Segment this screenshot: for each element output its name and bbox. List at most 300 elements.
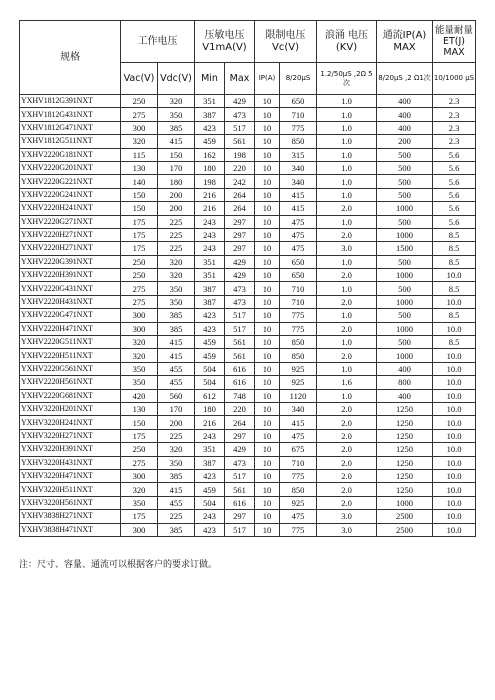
header-surge-current — [377, 21, 433, 63]
cell-surge-kv: 1.0 — [317, 148, 377, 161]
cell-energy: 10.0 — [433, 443, 476, 456]
cell-vdc: 385 — [158, 469, 195, 482]
header-surge-voltage — [317, 21, 377, 63]
cell-model: YXHV2220G241NXT — [20, 188, 121, 201]
header-energy: 能量耐量ET(J) MAX — [433, 21, 476, 63]
cell-vmin: 423 — [195, 121, 225, 134]
cell-vac: 175 — [121, 228, 158, 241]
cell-vmin: 243 — [195, 510, 225, 523]
cell-surge-kv: 2.0 — [317, 429, 377, 442]
cell-vmin: 387 — [195, 282, 225, 295]
cell-ip: 10 — [255, 496, 280, 509]
cell-ip: 10 — [255, 389, 280, 402]
cell-vmax: 198 — [225, 148, 255, 161]
cell-vmin: 243 — [195, 242, 225, 255]
cell-surge-kv: 2.0 — [317, 269, 377, 282]
cell-energy: 5.6 — [433, 215, 476, 228]
table-row — [20, 336, 476, 349]
cell-ip-max: 500 — [377, 148, 433, 161]
cell-vmin: 423 — [195, 309, 225, 322]
cell-vmax: 616 — [225, 362, 255, 375]
table-row — [20, 148, 476, 161]
cell-vc: 850 — [280, 349, 317, 362]
cell-surge-kv: 2.0 — [317, 349, 377, 362]
cell-surge-kv: 1.0 — [317, 188, 377, 201]
cell-vc: 475 — [280, 429, 317, 442]
cell-vmax: 429 — [225, 269, 255, 282]
cell-model: YXHV2220G201NXT — [20, 161, 121, 174]
cell-energy: 10.0 — [433, 416, 476, 429]
cell-vdc: 200 — [158, 416, 195, 429]
cell-ip-max: 1000 — [377, 228, 433, 241]
cell-vmax: 429 — [225, 255, 255, 268]
header-energy-wave: 10/1000 μS — [433, 63, 476, 95]
cell-vmin: 423 — [195, 469, 225, 482]
cell-vdc: 350 — [158, 108, 195, 121]
cell-vdc: 455 — [158, 362, 195, 375]
table-row — [20, 121, 476, 134]
cell-ip: 10 — [255, 215, 280, 228]
cell-vdc: 350 — [158, 295, 195, 308]
table-row — [20, 443, 476, 456]
cell-vdc: 560 — [158, 389, 195, 402]
cell-model: YXHV1812G511NXT — [20, 135, 121, 148]
table-row — [20, 402, 476, 415]
cell-model: YXHV2220H271NXT — [20, 228, 121, 241]
cell-energy: 8.5 — [433, 242, 476, 255]
cell-vc: 340 — [280, 161, 317, 174]
cell-model: YXHV2220G271NXT — [20, 215, 121, 228]
cell-model: YXHV2220G221NXT — [20, 175, 121, 188]
cell-vc: 1120 — [280, 389, 317, 402]
cell-ip-max: 1250 — [377, 416, 433, 429]
table-row — [20, 309, 476, 322]
cell-vmin: 387 — [195, 295, 225, 308]
cell-vac: 320 — [121, 349, 158, 362]
cell-surge-kv: 1.0 — [317, 309, 377, 322]
cell-vmin: 351 — [195, 443, 225, 456]
cell-ip: 10 — [255, 456, 280, 469]
cell-model: YXHV3220H271NXT — [20, 429, 121, 442]
header-surge-wave: 1.2/50μS ,2Ω 5次 — [317, 63, 377, 95]
cell-vac: 250 — [121, 95, 158, 108]
cell-ip: 10 — [255, 309, 280, 322]
cell-ip: 10 — [255, 349, 280, 362]
cell-ip: 10 — [255, 175, 280, 188]
cell-ip-max: 1000 — [377, 349, 433, 362]
cell-model: YXHV3838H471NXT — [20, 523, 121, 536]
cell-ip-max: 1250 — [377, 429, 433, 442]
cell-vac: 300 — [121, 469, 158, 482]
cell-vac: 300 — [121, 322, 158, 335]
cell-vdc: 180 — [158, 175, 195, 188]
cell-vmax: 429 — [225, 95, 255, 108]
cell-surge-kv: 2.0 — [317, 295, 377, 308]
cell-ip-max: 1000 — [377, 269, 433, 282]
cell-energy: 2.3 — [433, 95, 476, 108]
cell-vac: 175 — [121, 215, 158, 228]
cell-surge-kv: 1.0 — [317, 282, 377, 295]
cell-surge-kv: 3.0 — [317, 242, 377, 255]
cell-vmax: 561 — [225, 349, 255, 362]
table-row — [20, 295, 476, 308]
cell-vac: 350 — [121, 362, 158, 375]
cell-surge-kv: 3.0 — [317, 510, 377, 523]
cell-surge-kv: 1.0 — [317, 362, 377, 375]
header-min: Min — [195, 63, 225, 95]
cell-model: YXHV2220H471NXT — [20, 322, 121, 335]
cell-vc: 925 — [280, 376, 317, 389]
table-row — [20, 108, 476, 121]
cell-vc: 475 — [280, 215, 317, 228]
cell-vdc: 455 — [158, 376, 195, 389]
cell-energy: 5.6 — [433, 202, 476, 215]
table-row — [20, 483, 476, 496]
cell-ip: 10 — [255, 269, 280, 282]
cell-ip: 10 — [255, 108, 280, 121]
cell-vc: 415 — [280, 416, 317, 429]
cell-ip: 10 — [255, 336, 280, 349]
cell-vac: 350 — [121, 376, 158, 389]
cell-vac: 250 — [121, 255, 158, 268]
cell-vmin: 423 — [195, 322, 225, 335]
cell-vmax: 561 — [225, 483, 255, 496]
cell-vmin: 180 — [195, 161, 225, 174]
cell-ip: 10 — [255, 135, 280, 148]
cell-vac: 175 — [121, 242, 158, 255]
cell-ip: 10 — [255, 322, 280, 335]
cell-energy: 8.5 — [433, 282, 476, 295]
cell-ip-max: 1000 — [377, 202, 433, 215]
cell-energy: 8.5 — [433, 309, 476, 322]
table-row — [20, 188, 476, 201]
cell-ip: 10 — [255, 483, 280, 496]
cell-surge-kv: 2.0 — [317, 469, 377, 482]
header-varistor-voltage-main: 压敏电压 — [204, 29, 245, 41]
cell-vc: 775 — [280, 469, 317, 482]
cell-ip-max: 400 — [377, 389, 433, 402]
cell-ip: 10 — [255, 188, 280, 201]
table-row — [20, 282, 476, 295]
cell-vmin: 216 — [195, 188, 225, 201]
cell-vmax: 297 — [225, 215, 255, 228]
cell-vmin: 459 — [195, 336, 225, 349]
cell-vmin: 504 — [195, 376, 225, 389]
header-varistor-voltage — [195, 21, 255, 63]
cell-energy: 8.5 — [433, 255, 476, 268]
cell-energy: 2.3 — [433, 108, 476, 121]
cell-ip-max: 1250 — [377, 443, 433, 456]
cell-vc: 925 — [280, 362, 317, 375]
table-row — [20, 95, 476, 108]
cell-model: YXHV3220H511NXT — [20, 483, 121, 496]
cell-model: YXHV2220G511NXT — [20, 336, 121, 349]
table-row — [20, 429, 476, 442]
cell-vac: 140 — [121, 175, 158, 188]
cell-vc: 850 — [280, 336, 317, 349]
cell-surge-kv: 1.0 — [317, 175, 377, 188]
cell-vc: 710 — [280, 295, 317, 308]
cell-ip: 10 — [255, 416, 280, 429]
cell-ip-max: 500 — [377, 309, 433, 322]
cell-energy: 10.0 — [433, 429, 476, 442]
cell-vdc: 225 — [158, 215, 195, 228]
cell-vdc: 225 — [158, 228, 195, 241]
varistor-spec-table — [19, 20, 476, 537]
cell-model: YXHV3220H201NXT — [20, 402, 121, 415]
table-row — [20, 269, 476, 282]
cell-energy: 8.5 — [433, 336, 476, 349]
table-row — [20, 510, 476, 523]
cell-energy: 10.0 — [433, 362, 476, 375]
cell-vac: 150 — [121, 188, 158, 201]
cell-model: YXHV2220G681NXT — [20, 389, 121, 402]
cell-ip-max: 500 — [377, 175, 433, 188]
cell-vc: 475 — [280, 510, 317, 523]
cell-vdc: 320 — [158, 255, 195, 268]
cell-model: YXHV2220H511NXT — [20, 349, 121, 362]
cell-vac: 320 — [121, 483, 158, 496]
cell-ip: 10 — [255, 202, 280, 215]
header-clamp-voltage-main: 限制电压 — [265, 29, 306, 41]
cell-vmax: 748 — [225, 389, 255, 402]
cell-vmin: 162 — [195, 148, 225, 161]
cell-vc: 775 — [280, 121, 317, 134]
cell-vac: 250 — [121, 269, 158, 282]
cell-energy: 10.0 — [433, 469, 476, 482]
cell-vdc: 150 — [158, 148, 195, 161]
cell-vmax: 517 — [225, 121, 255, 134]
cell-vdc: 320 — [158, 269, 195, 282]
table-row — [20, 362, 476, 375]
cell-ip-max: 500 — [377, 336, 433, 349]
cell-model: YXHV3220H431NXT — [20, 456, 121, 469]
cell-model: YXHV1812G431NXT — [20, 108, 121, 121]
cell-ip-max: 1250 — [377, 402, 433, 415]
cell-ip: 10 — [255, 362, 280, 375]
cell-vc: 340 — [280, 175, 317, 188]
cell-vmin: 387 — [195, 456, 225, 469]
cell-vmax: 297 — [225, 510, 255, 523]
cell-energy: 10.0 — [433, 510, 476, 523]
cell-vdc: 225 — [158, 429, 195, 442]
cell-model: YXHV3220H561NXT — [20, 496, 121, 509]
cell-vdc: 350 — [158, 282, 195, 295]
cell-vdc: 225 — [158, 510, 195, 523]
cell-model: YXHV3220H241NXT — [20, 416, 121, 429]
cell-vmin: 459 — [195, 135, 225, 148]
cell-energy: 2.3 — [433, 135, 476, 148]
cell-vc: 775 — [280, 322, 317, 335]
cell-ip-max: 200 — [377, 135, 433, 148]
cell-vc: 710 — [280, 282, 317, 295]
cell-vmin: 459 — [195, 349, 225, 362]
cell-vc: 710 — [280, 456, 317, 469]
cell-vac: 115 — [121, 148, 158, 161]
cell-vc: 415 — [280, 202, 317, 215]
cell-vmin: 351 — [195, 95, 225, 108]
cell-vc: 850 — [280, 135, 317, 148]
header-surge-voltage-sub: (KV) — [335, 41, 358, 53]
table-body — [20, 95, 476, 537]
cell-ip: 10 — [255, 376, 280, 389]
cell-ip-max: 2500 — [377, 523, 433, 536]
cell-model: YXHV2220H241NXT — [20, 202, 121, 215]
cell-surge-kv: 1.0 — [317, 121, 377, 134]
cell-vmin: 216 — [195, 416, 225, 429]
table-row — [20, 242, 476, 255]
cell-vac: 150 — [121, 416, 158, 429]
cell-ip: 10 — [255, 148, 280, 161]
cell-vmin: 198 — [195, 175, 225, 188]
cell-vac: 300 — [121, 309, 158, 322]
table-row — [20, 469, 476, 482]
cell-vmax: 264 — [225, 202, 255, 215]
cell-ip-max: 1000 — [377, 295, 433, 308]
cell-model: YXHV2220H271NXT — [20, 242, 121, 255]
cell-vac: 320 — [121, 135, 158, 148]
cell-model: YXHV2220H431NXT — [20, 295, 121, 308]
cell-surge-kv: 1.0 — [317, 135, 377, 148]
cell-ip: 10 — [255, 242, 280, 255]
cell-surge-kv: 2.0 — [317, 202, 377, 215]
cell-ip-max: 1250 — [377, 456, 433, 469]
cell-vdc: 320 — [158, 95, 195, 108]
cell-vdc: 415 — [158, 336, 195, 349]
table-row — [20, 228, 476, 241]
cell-vc: 475 — [280, 242, 317, 255]
cell-vac: 350 — [121, 496, 158, 509]
cell-energy: 10.0 — [433, 269, 476, 282]
cell-vmin: 243 — [195, 429, 225, 442]
cell-energy: 5.6 — [433, 188, 476, 201]
header-vac: Vac(V) — [121, 63, 158, 95]
cell-model: YXHV3838H271NXT — [20, 510, 121, 523]
cell-vmax: 517 — [225, 322, 255, 335]
cell-vdc: 385 — [158, 523, 195, 536]
cell-energy: 5.6 — [433, 175, 476, 188]
cell-vac: 275 — [121, 108, 158, 121]
cell-vmax: 616 — [225, 376, 255, 389]
cell-vc: 340 — [280, 402, 317, 415]
cell-vmax: 297 — [225, 228, 255, 241]
cell-ip: 10 — [255, 255, 280, 268]
cell-vdc: 320 — [158, 443, 195, 456]
header-model: 规格 — [20, 21, 121, 95]
cell-vmin: 351 — [195, 255, 225, 268]
cell-surge-kv: 2.0 — [317, 402, 377, 415]
cell-energy: 10.0 — [433, 349, 476, 362]
cell-vmax: 473 — [225, 282, 255, 295]
table-row — [20, 255, 476, 268]
cell-ip-max: 400 — [377, 362, 433, 375]
cell-vdc: 200 — [158, 188, 195, 201]
cell-vdc: 170 — [158, 402, 195, 415]
header-clamp-voltage-sub: Vc(V) — [272, 41, 299, 53]
cell-model: YXHV3220H471NXT — [20, 469, 121, 482]
cell-vc: 850 — [280, 483, 317, 496]
cell-vmax: 473 — [225, 456, 255, 469]
header-clamp-wave: 8/20μS — [280, 63, 317, 95]
cell-vc: 675 — [280, 443, 317, 456]
cell-ip-max: 1250 — [377, 483, 433, 496]
cell-vc: 475 — [280, 228, 317, 241]
cell-vc: 650 — [280, 95, 317, 108]
cell-vdc: 385 — [158, 121, 195, 134]
cell-surge-kv: 2.0 — [317, 443, 377, 456]
table-row — [20, 175, 476, 188]
cell-vac: 175 — [121, 510, 158, 523]
cell-ip-max: 500 — [377, 161, 433, 174]
cell-vmax: 517 — [225, 469, 255, 482]
cell-model: YXHV2220G471NXT — [20, 309, 121, 322]
cell-ip-max: 500 — [377, 188, 433, 201]
table-row — [20, 322, 476, 335]
cell-vc: 415 — [280, 188, 317, 201]
cell-energy: 10.0 — [433, 402, 476, 415]
cell-vac: 130 — [121, 161, 158, 174]
footnote: 注：尺寸、容量、通流可以根据客户的要求订做。 — [19, 560, 218, 570]
cell-vmax: 616 — [225, 496, 255, 509]
cell-vmax: 561 — [225, 135, 255, 148]
cell-surge-kv: 1.0 — [317, 108, 377, 121]
cell-ip-max: 500 — [377, 215, 433, 228]
cell-ip: 10 — [255, 429, 280, 442]
cell-model: YXHV2220G181NXT — [20, 148, 121, 161]
cell-surge-kv: 1.0 — [317, 336, 377, 349]
cell-vmax: 242 — [225, 175, 255, 188]
table-row — [20, 523, 476, 536]
cell-vac: 275 — [121, 295, 158, 308]
cell-ip: 10 — [255, 443, 280, 456]
header-vdc: Vdc(V) — [158, 63, 195, 95]
cell-model: YXHV2220G391NXT — [20, 255, 121, 268]
table-row — [20, 456, 476, 469]
cell-ip-max: 400 — [377, 108, 433, 121]
table-row — [20, 161, 476, 174]
cell-vmin: 423 — [195, 523, 225, 536]
cell-surge-kv: 2.0 — [317, 456, 377, 469]
cell-vmax: 264 — [225, 188, 255, 201]
cell-vc: 775 — [280, 309, 317, 322]
cell-vc: 710 — [280, 108, 317, 121]
cell-vac: 275 — [121, 456, 158, 469]
header-working-voltage: 工作电压 — [121, 21, 195, 63]
cell-ip: 10 — [255, 121, 280, 134]
cell-vmax: 517 — [225, 523, 255, 536]
cell-surge-kv: 3.0 — [317, 523, 377, 536]
cell-ip: 10 — [255, 161, 280, 174]
cell-vmin: 504 — [195, 496, 225, 509]
cell-ip: 10 — [255, 282, 280, 295]
cell-model: YXHV1812G471NXT — [20, 121, 121, 134]
cell-model: YXHV2220G431NXT — [20, 282, 121, 295]
cell-vmax: 561 — [225, 336, 255, 349]
cell-vmax: 264 — [225, 416, 255, 429]
cell-ip: 10 — [255, 510, 280, 523]
cell-ip-max: 500 — [377, 255, 433, 268]
table-row — [20, 135, 476, 148]
header-ip: IP(A) — [255, 63, 280, 95]
cell-ip-max: 1250 — [377, 469, 433, 482]
cell-ip-max: 1000 — [377, 496, 433, 509]
cell-surge-kv: 1.0 — [317, 215, 377, 228]
cell-ip-max: 400 — [377, 95, 433, 108]
cell-vmin: 216 — [195, 202, 225, 215]
cell-ip: 10 — [255, 523, 280, 536]
cell-vmin: 243 — [195, 215, 225, 228]
cell-model: YXHV3220H391NXT — [20, 443, 121, 456]
